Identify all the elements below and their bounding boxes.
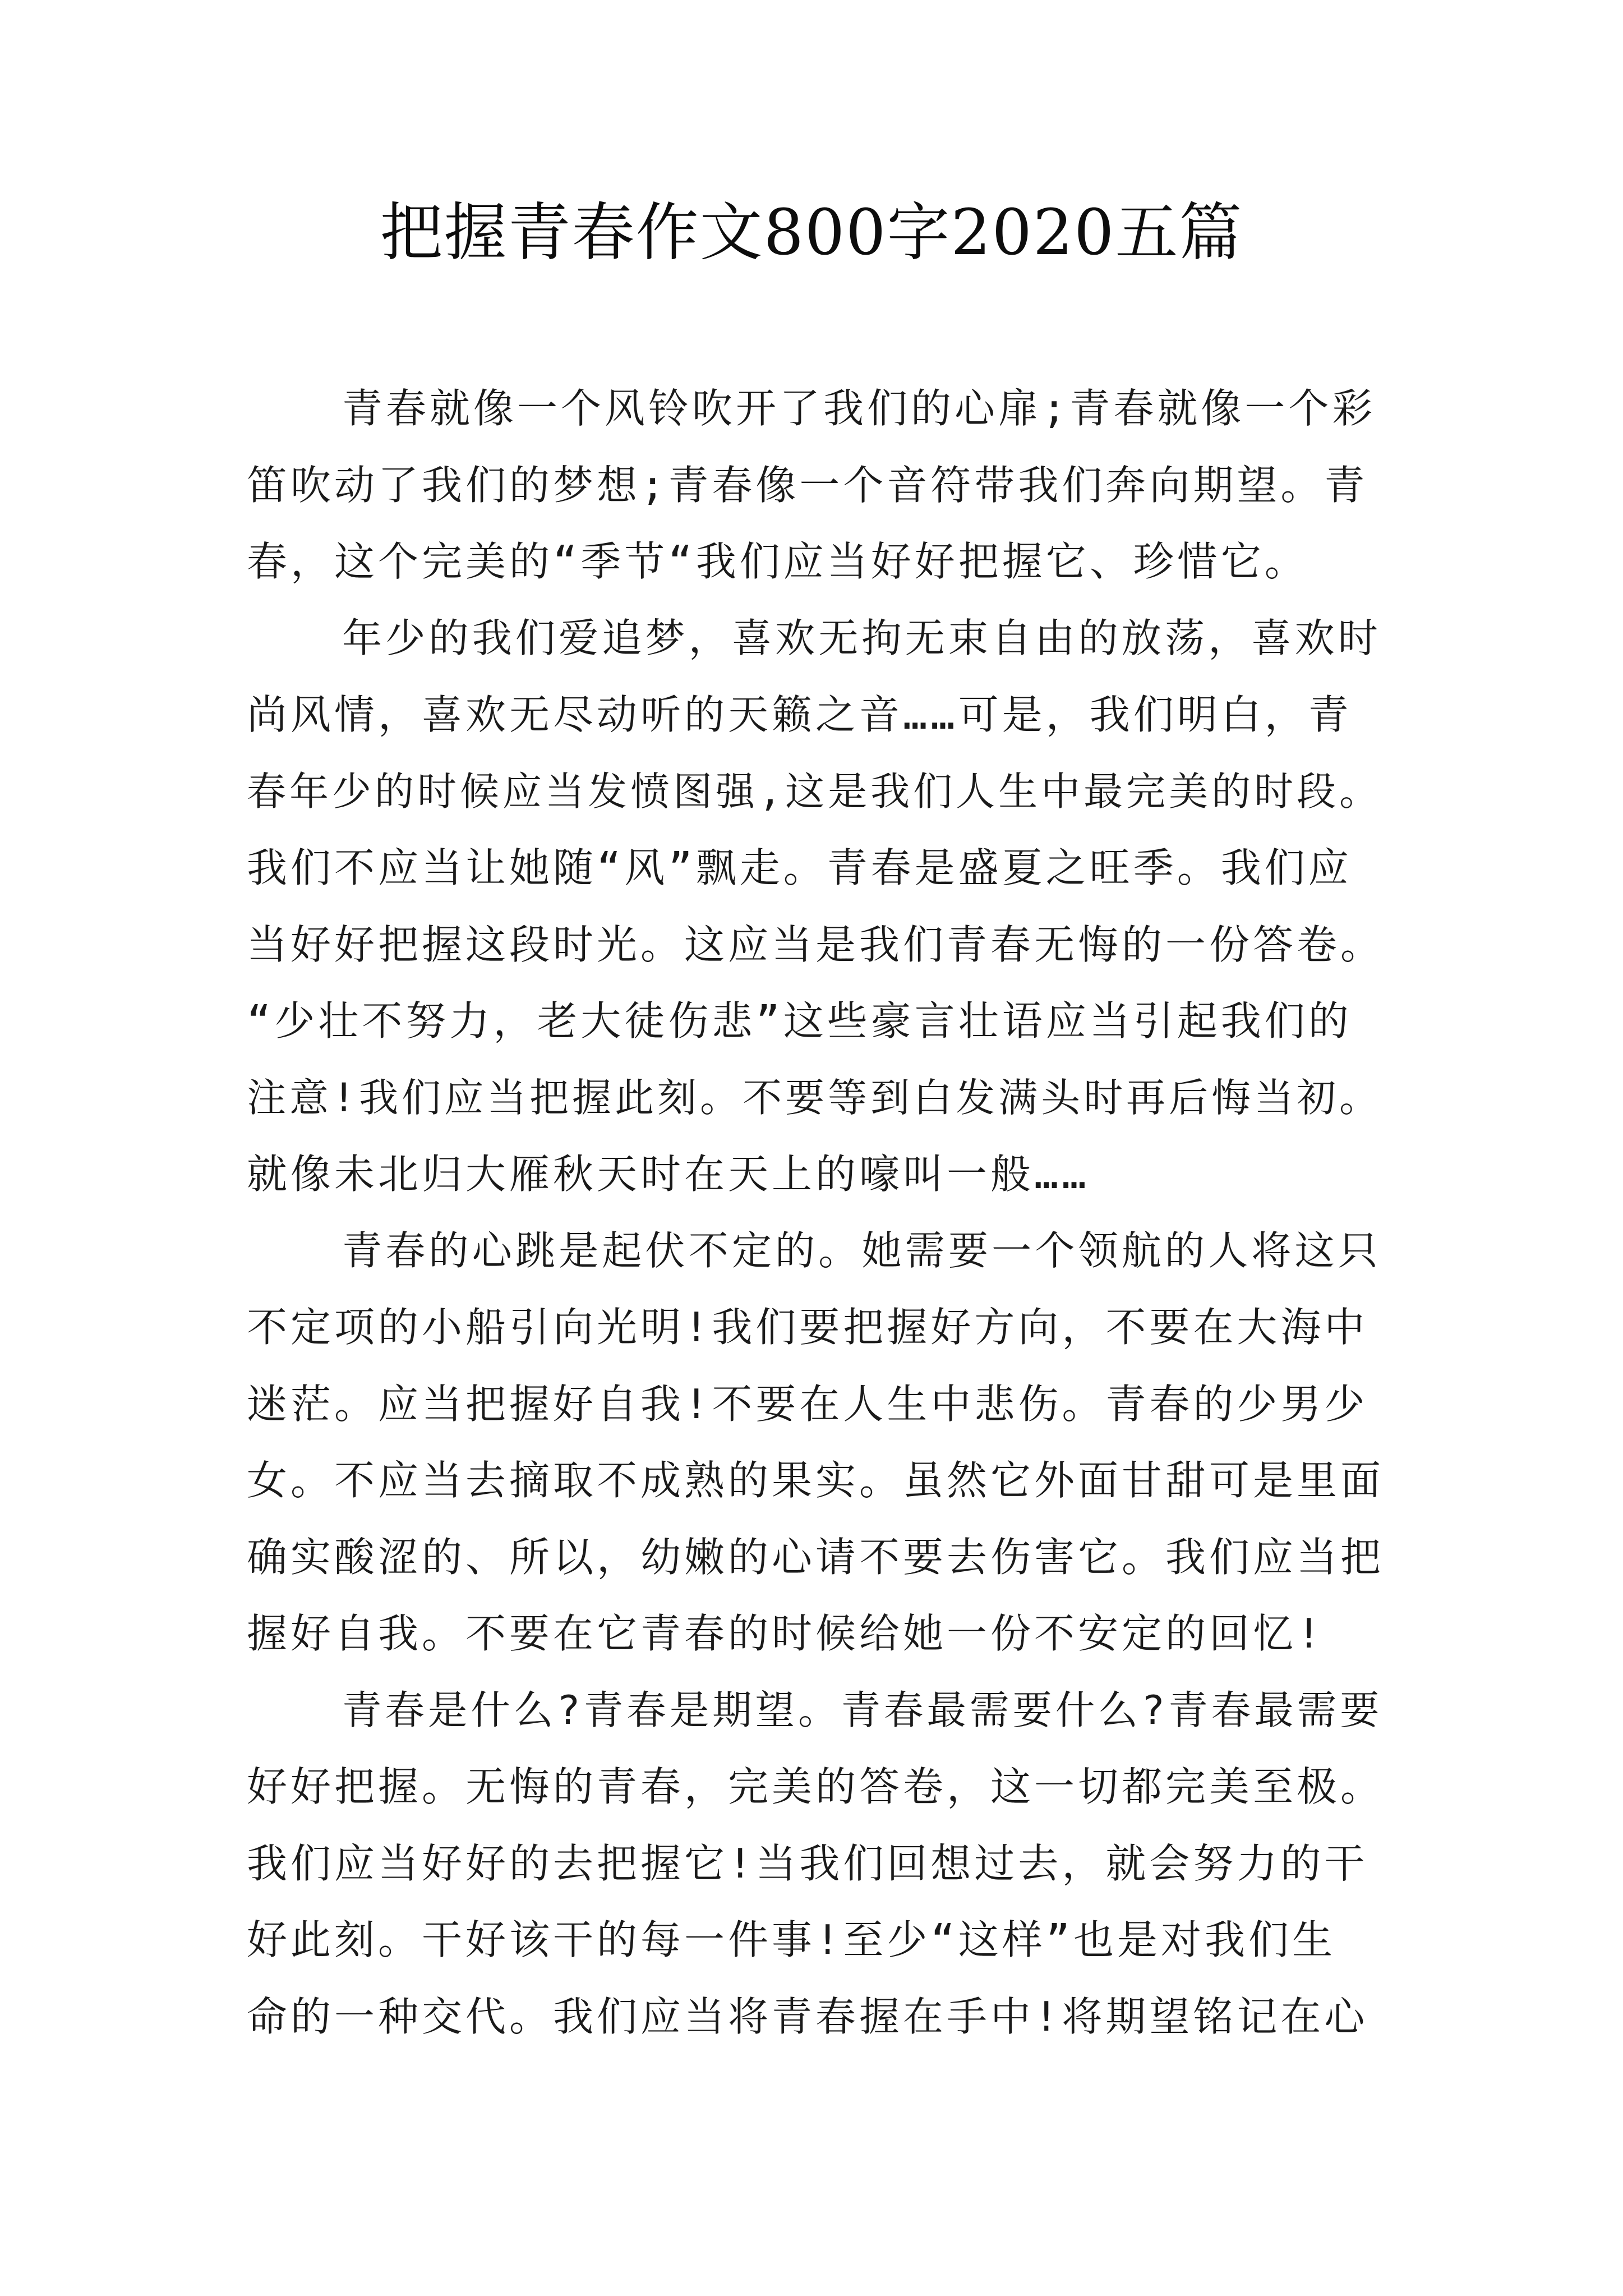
text-line: 好此刻。干好该干的每一件事!至少“这样”也是对我们生 [247,1916,1336,1963]
text-line: 尚风情，喜欢无尽动听的天籁之音……可是，我们明白，青 [247,691,1352,738]
text-line: 命的一种交代。我们应当将青春握在手中!将期望铭记在心 [247,1993,1368,2040]
document-title: 把握青春作文800字2020五篇 [380,196,1243,269]
text-line: 年少的我们爱追梦，喜欢无拘无束自由的放荡，喜欢时 [342,614,1381,661]
text-line: 青春的心跳是起伏不定的。她需要一个领航的人将这只 [342,1227,1381,1274]
text-line: “少壮不努力，老大徒伤悲”这些豪言壮语应当引起我们的 [247,997,1352,1045]
document-body [247,370,1391,2055]
text-line: 女。不应当去摘取不成熟的果实。虽然它外面甘甜可是里面 [247,1457,1385,1504]
text-line: 当好好把握这段时光。这应当是我们青春无悔的一份答卷。 [247,921,1385,968]
text-line: 青春是什么?青春是期望。青春最需要什么?青春最需要 [342,1687,1383,1733]
text-line: 好好把握。无悔的青春，完美的答卷，这一切都完美至极。 [247,1763,1385,1810]
text-line: 青春就像一个风铃吹开了我们的心扉;青春就像一个彩 [342,385,1376,432]
text-line: 不定项的小船引向光明!我们要把握好方向，不要在大海中 [247,1304,1368,1351]
text-line: 迷茫。应当把握好自我!不要在人生中悲伤。青春的少男少 [247,1380,1368,1428]
text-line: 我们不应当让她随“风”飘走。青春是盛夏之旺季。我们应 [247,844,1352,891]
text-line: 握好自我。不要在它青春的时候给她一份不安定的回忆! [247,1610,1325,1657]
text-line: 笛吹动了我们的梦想;青春像一个音符带我们奔向期望。青 [247,461,1368,509]
text-line: 确实酸涩的、所以，幼嫩的心请不要去伤害它。我们应当把 [247,1533,1385,1581]
text-line: 我们应当好好的去把握它!当我们回想过去，就会努力的干 [247,1839,1368,1887]
text-line: 注意!我们应当把握此刻。不要等到白发满头时再后悔当初。 [247,1074,1382,1121]
text-line: 春，这个完美的“季节“我们应当好好把握它、珍惜它。 [247,538,1308,585]
text-line: 就像未北归大雁秋天时在天上的嚎叫一般…… [247,1151,1090,1198]
text-line: 春年少的时候应当发愤图强,这是我们人生中最完美的时段。 [247,768,1382,815]
